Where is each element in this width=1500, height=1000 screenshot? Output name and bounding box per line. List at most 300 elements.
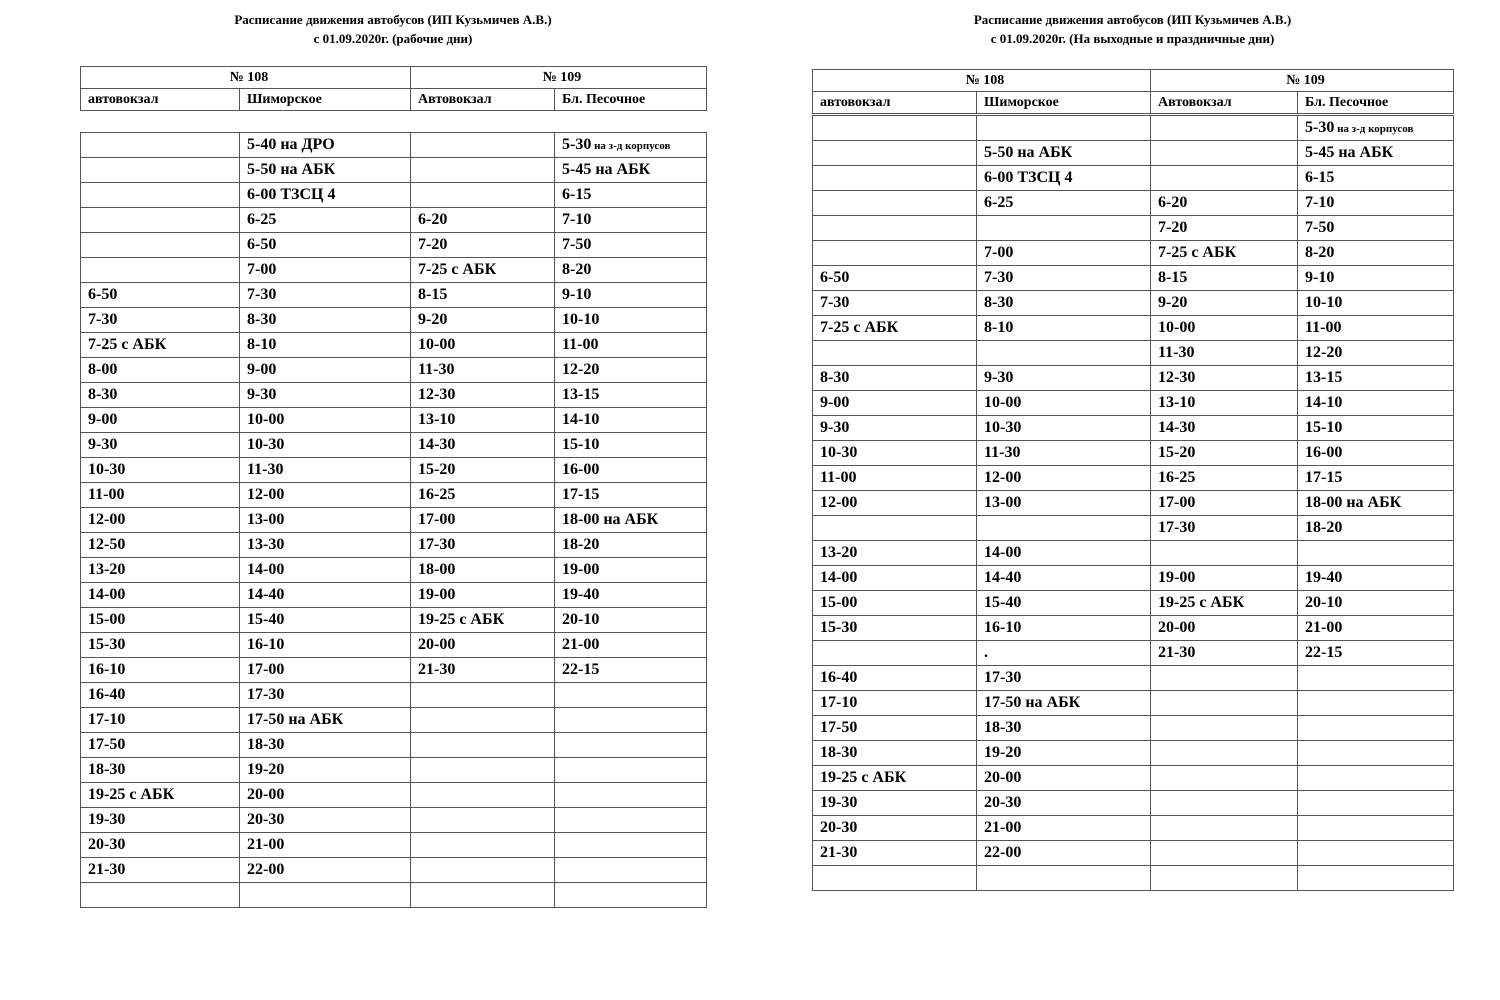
time-value: 17-15 [562, 486, 600, 503]
time-cell [813, 541, 977, 566]
time-cell [1151, 591, 1298, 616]
time-cell [411, 833, 555, 858]
time-value: 21-00 [562, 636, 600, 653]
time-value: 19-20 [984, 744, 1022, 761]
time-cell [240, 808, 411, 833]
time-cell [1151, 391, 1298, 416]
time-cell [240, 883, 411, 908]
time-cell [1298, 416, 1454, 441]
time-value: 13-15 [1305, 369, 1343, 386]
time-value: 7-30 [984, 269, 1014, 286]
time-cell [977, 366, 1151, 391]
time-cell [813, 841, 977, 866]
time-cell [813, 466, 977, 491]
time-cell [411, 158, 555, 183]
time-value: 9-30 [88, 436, 118, 453]
time-cell [411, 258, 555, 283]
time-cell [1151, 691, 1298, 716]
time-value: 5-45 на АБК [1305, 144, 1394, 161]
time-value: 20-10 [1305, 594, 1343, 611]
time-cell [1298, 216, 1454, 241]
time-cell [977, 466, 1151, 491]
time-cell [1151, 791, 1298, 816]
weekday-route-108: № 108 [81, 67, 411, 89]
time-cell [240, 658, 411, 683]
time-cell [81, 508, 240, 533]
table-row [813, 866, 1454, 891]
time-cell [1298, 441, 1454, 466]
time-cell [555, 558, 707, 583]
column-header: Бл. Песочное [1298, 92, 1454, 114]
time-value: 14-40 [984, 569, 1022, 586]
time-cell [411, 333, 555, 358]
table-row [813, 266, 1454, 291]
time-value: 8-10 [247, 336, 277, 353]
time-cell [240, 558, 411, 583]
time-cell [813, 391, 977, 416]
time-cell [81, 208, 240, 233]
time-cell [1151, 191, 1298, 216]
time-value: 5-45 на АБК [562, 161, 651, 178]
time-cell [813, 766, 977, 791]
time-cell [1151, 766, 1298, 791]
table-row [813, 466, 1454, 491]
time-cell [411, 533, 555, 558]
time-cell [977, 641, 1151, 666]
time-cell [240, 258, 411, 283]
time-value: 14-40 [247, 586, 285, 603]
time-value: 19-00 [1158, 569, 1196, 586]
time-cell [1298, 316, 1454, 341]
time-value: 19-25 с АБК [1158, 594, 1245, 611]
table-row [81, 383, 707, 408]
time-cell [1151, 291, 1298, 316]
table-row [813, 841, 1454, 866]
time-value: 10-30 [88, 461, 126, 478]
time-value: 6-20 [1158, 194, 1188, 211]
weekend-header-table [812, 69, 1454, 114]
time-cell [81, 333, 240, 358]
time-cell [81, 783, 240, 808]
time-cell [1151, 441, 1298, 466]
time-value: 13-15 [562, 386, 600, 403]
time-cell [81, 808, 240, 833]
time-value: 11-30 [418, 361, 455, 378]
time-value: 12-30 [1158, 369, 1196, 386]
time-value: 15-20 [1158, 444, 1196, 461]
time-value: 8-15 [418, 286, 448, 303]
table-row [813, 141, 1454, 166]
time-cell [1298, 541, 1454, 566]
time-cell [555, 308, 707, 333]
time-cell [813, 616, 977, 641]
table-row [813, 341, 1454, 366]
time-value: 17-10 [820, 694, 858, 711]
time-cell [81, 758, 240, 783]
table-row [813, 816, 1454, 841]
column-header: Шиморское [240, 89, 411, 111]
time-cell [240, 433, 411, 458]
time-value: 6-50 [88, 286, 118, 303]
time-value: 21-00 [1305, 619, 1343, 636]
time-cell [1298, 191, 1454, 216]
time-cell [555, 858, 707, 883]
time-value: 17-30 [984, 669, 1022, 686]
time-value: 21-00 [984, 819, 1022, 836]
time-cell [1151, 666, 1298, 691]
time-cell [813, 566, 977, 591]
time-value: 17-30 [1158, 519, 1196, 536]
time-cell [81, 683, 240, 708]
time-cell [555, 383, 707, 408]
time-value: 14-10 [1305, 394, 1343, 411]
time-cell [240, 633, 411, 658]
time-cell [411, 708, 555, 733]
time-cell [81, 833, 240, 858]
time-value: 19-00 [562, 561, 600, 578]
time-cell [813, 816, 977, 841]
time-cell [411, 483, 555, 508]
time-value: 13-20 [820, 544, 858, 561]
time-cell [555, 158, 707, 183]
time-value: 6-15 [1305, 169, 1335, 186]
time-value: 15-30 [820, 619, 858, 636]
time-cell [555, 533, 707, 558]
time-cell [555, 708, 707, 733]
time-value: 8-10 [984, 319, 1014, 336]
time-value: 16-40 [88, 686, 126, 703]
time-cell [81, 383, 240, 408]
time-value: 9-30 [984, 369, 1014, 386]
time-cell [1298, 866, 1454, 891]
time-cell [81, 408, 240, 433]
time-value: 15-30 [88, 636, 126, 653]
time-value: 17-50 [820, 719, 858, 736]
table-row [81, 583, 707, 608]
time-cell [977, 191, 1151, 216]
time-cell [1298, 391, 1454, 416]
table-row [813, 741, 1454, 766]
time-cell [1151, 516, 1298, 541]
time-cell [555, 833, 707, 858]
time-value: 6-15 [562, 186, 592, 203]
time-cell [1151, 816, 1298, 841]
time-value: 20-00 [1158, 619, 1196, 636]
weekday-title-line1: Расписание движения автобусов (ИП Кузьмичев А.В.) [234, 12, 552, 27]
time-cell [813, 716, 977, 741]
time-value: 17-00 [247, 661, 285, 678]
table-row [81, 808, 707, 833]
time-value: 15-40 [247, 611, 285, 628]
time-cell [81, 458, 240, 483]
time-value: 14-00 [88, 586, 126, 603]
time-cell [1151, 166, 1298, 191]
time-cell [977, 516, 1151, 541]
time-value: 7-20 [1158, 219, 1188, 236]
table-row [81, 158, 707, 183]
time-cell [240, 583, 411, 608]
table-row [81, 408, 707, 433]
time-value: 6-25 [247, 211, 277, 228]
time-value: 8-20 [1305, 244, 1335, 261]
time-cell [977, 616, 1151, 641]
time-cell [1298, 591, 1454, 616]
column-header: Бл. Песочное [555, 89, 707, 111]
time-cell [1298, 791, 1454, 816]
weekday-title-line2: с 01.09.2020г. (рабочие дни) [313, 31, 473, 46]
time-value: 18-20 [1305, 519, 1343, 536]
time-cell [1298, 816, 1454, 841]
time-cell [81, 608, 240, 633]
time-value: 7-25 с АБК [88, 336, 167, 353]
time-cell [555, 358, 707, 383]
time-value: 16-10 [247, 636, 285, 653]
time-cell [555, 633, 707, 658]
time-value: 22-15 [1305, 644, 1343, 661]
time-cell [411, 583, 555, 608]
time-cell [555, 408, 707, 433]
time-cell [411, 358, 555, 383]
time-cell [1151, 466, 1298, 491]
time-cell [555, 433, 707, 458]
time-cell [81, 233, 240, 258]
time-cell [977, 141, 1151, 166]
time-cell [1151, 616, 1298, 641]
time-value: 17-10 [88, 711, 126, 728]
time-cell [81, 733, 240, 758]
time-cell [240, 308, 411, 333]
time-cell [1298, 666, 1454, 691]
time-value: 6-25 [984, 194, 1014, 211]
time-value: 7-20 [418, 236, 448, 253]
weekend-title-line1: Расписание движения автобусов (ИП Кузьмичев А.В.) [973, 12, 1292, 27]
time-value: 19-25 с АБК [88, 786, 175, 803]
time-value: 20-10 [562, 611, 600, 628]
time-value: 17-50 [88, 736, 126, 753]
time-cell [813, 791, 977, 816]
time-value: 9-00 [247, 361, 277, 378]
time-value: 16-10 [88, 661, 126, 678]
table-row [813, 241, 1454, 266]
table-row [81, 133, 707, 158]
time-cell [555, 233, 707, 258]
table-row [813, 516, 1454, 541]
table-row [81, 283, 707, 308]
time-value: 22-00 [247, 861, 285, 878]
table-row [81, 783, 707, 808]
time-cell [411, 658, 555, 683]
time-cell [555, 458, 707, 483]
time-value: 10-30 [820, 444, 858, 461]
time-cell [240, 533, 411, 558]
time-value: 8-00 [88, 361, 118, 378]
time-value: 13-00 [984, 494, 1022, 511]
time-cell [555, 733, 707, 758]
time-cell [411, 408, 555, 433]
time-cell [1151, 566, 1298, 591]
time-cell [813, 216, 977, 241]
time-cell [411, 283, 555, 308]
table-row [813, 166, 1454, 191]
time-value: 9-10 [1305, 269, 1335, 286]
table-row [81, 308, 707, 333]
time-value: 19-25 с АБК [418, 611, 505, 628]
time-cell [411, 558, 555, 583]
time-value: 13-00 [247, 511, 285, 528]
time-cell [555, 608, 707, 633]
time-value: 7-00 [984, 244, 1014, 261]
time-cell [1298, 241, 1454, 266]
time-cell [240, 408, 411, 433]
factory-note: на з-д корпусов [591, 140, 671, 152]
time-cell [411, 783, 555, 808]
time-cell [1298, 166, 1454, 191]
time-value: 6-50 [820, 269, 850, 286]
time-value: 12-00 [984, 469, 1022, 486]
weekday-schedule [80, 0, 706, 1000]
time-cell [411, 133, 555, 158]
time-cell [1151, 491, 1298, 516]
table-row [81, 458, 707, 483]
table-row [81, 758, 707, 783]
time-cell [977, 266, 1151, 291]
time-value: 13-10 [1158, 394, 1196, 411]
time-cell [977, 666, 1151, 691]
time-cell [977, 116, 1151, 141]
time-cell [81, 583, 240, 608]
time-value: 18-00 на АБК [562, 511, 659, 528]
time-cell [555, 208, 707, 233]
time-cell [813, 666, 977, 691]
time-value: 12-20 [562, 361, 600, 378]
time-cell [977, 216, 1151, 241]
time-cell [1151, 541, 1298, 566]
time-cell [813, 266, 977, 291]
time-value: 11-00 [1305, 319, 1342, 336]
time-value: 22-15 [562, 661, 600, 678]
time-value: 9-00 [820, 394, 850, 411]
time-cell [813, 116, 977, 141]
time-cell [813, 516, 977, 541]
time-cell [240, 708, 411, 733]
time-value: 7-50 [562, 236, 592, 253]
table-row [81, 358, 707, 383]
table-row [813, 216, 1454, 241]
column-header: автовокзал [813, 92, 977, 114]
time-value: 9-20 [1158, 294, 1188, 311]
time-cell [813, 166, 977, 191]
table-row [813, 491, 1454, 516]
weekday-header-table [80, 66, 707, 111]
time-value: 17-50 на АБК [247, 711, 344, 728]
time-cell [1151, 216, 1298, 241]
time-value: 21-30 [88, 861, 126, 878]
time-cell [411, 758, 555, 783]
time-value: 9-30 [247, 386, 277, 403]
time-cell [977, 816, 1151, 841]
time-cell [813, 341, 977, 366]
table-row [813, 291, 1454, 316]
time-cell [81, 883, 240, 908]
table-row [81, 658, 707, 683]
time-cell [1298, 516, 1454, 541]
table-row [81, 333, 707, 358]
time-value: 15-40 [984, 594, 1022, 611]
time-cell [240, 483, 411, 508]
time-value: 21-00 [247, 836, 285, 853]
time-cell [1298, 566, 1454, 591]
time-cell [977, 791, 1151, 816]
time-cell [977, 316, 1151, 341]
time-cell [977, 866, 1151, 891]
time-value: 17-15 [1305, 469, 1343, 486]
time-value: 5-50 на АБК [247, 161, 336, 178]
time-value: 19-30 [88, 811, 126, 828]
time-cell [813, 316, 977, 341]
table-row [813, 641, 1454, 666]
time-value: 14-00 [984, 544, 1022, 561]
time-cell [1151, 341, 1298, 366]
time-cell [411, 858, 555, 883]
time-cell [813, 741, 977, 766]
time-cell [813, 691, 977, 716]
time-value: 19-30 [820, 794, 858, 811]
time-value: 18-30 [247, 736, 285, 753]
time-cell [555, 758, 707, 783]
time-cell [411, 733, 555, 758]
time-value: 11-30 [247, 461, 284, 478]
time-cell [977, 166, 1151, 191]
time-cell [411, 433, 555, 458]
table-row [813, 691, 1454, 716]
time-cell [977, 591, 1151, 616]
time-value: 16-10 [984, 619, 1022, 636]
time-cell [1298, 466, 1454, 491]
time-value: 10-00 [418, 336, 456, 353]
time-cell [1151, 316, 1298, 341]
time-cell [977, 766, 1151, 791]
time-cell [555, 133, 707, 158]
time-value: 9-00 [88, 411, 118, 428]
time-value: 9-10 [562, 286, 592, 303]
time-cell [1298, 491, 1454, 516]
time-cell [411, 208, 555, 233]
time-cell [1298, 366, 1454, 391]
table-row [813, 416, 1454, 441]
weekend-route-108: № 108 [813, 70, 1151, 92]
time-value: 8-30 [984, 294, 1014, 311]
time-cell [240, 158, 411, 183]
weekend-schedule [812, 0, 1453, 1000]
time-cell [81, 258, 240, 283]
table-row [81, 233, 707, 258]
time-cell [813, 366, 977, 391]
time-value: 8-15 [1158, 269, 1188, 286]
time-cell [240, 608, 411, 633]
column-header: Автовокзал [1151, 92, 1298, 114]
table-row [81, 508, 707, 533]
time-cell [555, 258, 707, 283]
time-value: 16-00 [562, 461, 600, 478]
time-cell [977, 691, 1151, 716]
time-value: 11-00 [562, 336, 599, 353]
time-cell [977, 716, 1151, 741]
time-value: 18-30 [88, 761, 126, 778]
time-cell [240, 333, 411, 358]
time-value: 12-00 [247, 486, 285, 503]
time-cell [1298, 716, 1454, 741]
time-cell [411, 383, 555, 408]
